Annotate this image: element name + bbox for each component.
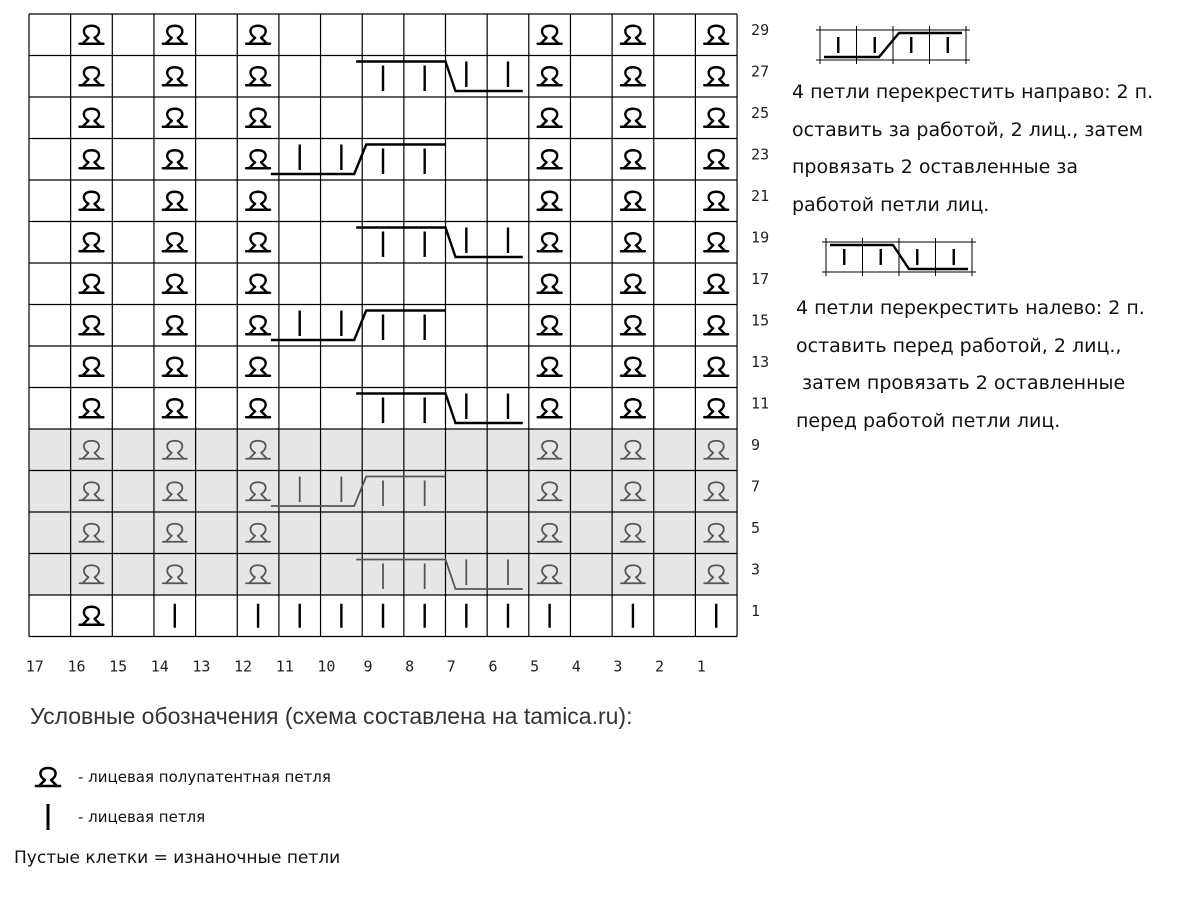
cable-right-key-diagram xyxy=(816,26,970,64)
legend-empty-label: Пустые клетки = изнаночные петли xyxy=(14,848,341,868)
column-number-label: 11 xyxy=(275,657,294,676)
half-brioche-stitch-icon xyxy=(621,316,645,334)
column-number-label: 9 xyxy=(363,657,373,676)
legend-title: Условные обозначения (схема составлена на tamica.ru): xyxy=(30,703,633,729)
half-brioche-stitch-icon xyxy=(163,67,187,85)
row-number-label: 7 xyxy=(751,477,761,496)
cable-left-line: затем провязать 2 оставленные xyxy=(796,372,1126,394)
shaded-row xyxy=(29,512,737,554)
half-brioche-stitch-icon xyxy=(704,150,728,168)
half-brioche-stitch-icon xyxy=(246,192,270,210)
column-number-label: 8 xyxy=(405,657,415,676)
half-brioche-stitch-icon xyxy=(704,67,728,85)
cable-left-key-diagram xyxy=(822,238,976,276)
half-brioche-stitch-icon xyxy=(246,233,270,251)
half-brioche-stitch-icon xyxy=(538,358,562,376)
cable-left-line: перед работой петли лиц. xyxy=(796,409,1061,432)
cable-left-description xyxy=(796,290,1145,440)
half-brioche-stitch-icon xyxy=(163,358,187,376)
cable-right-cross-symbol xyxy=(271,311,446,341)
half-brioche-stitch-icon xyxy=(704,26,728,44)
row-number-label: 3 xyxy=(751,560,761,579)
half-brioche-stitch-icon xyxy=(704,192,728,210)
half-brioche-stitch-icon xyxy=(704,358,728,376)
half-brioche-stitch-icon xyxy=(163,233,187,251)
row-number-label: 29 xyxy=(751,20,770,39)
column-number-label: 5 xyxy=(530,657,540,676)
half-brioche-stitch-icon xyxy=(538,109,562,127)
half-brioche-stitch-icon xyxy=(246,67,270,85)
row-number-label: 21 xyxy=(751,186,770,205)
cable-right-description xyxy=(792,74,1153,224)
half-brioche-stitch-icon xyxy=(79,358,103,376)
cable-left-line: оставить перед работой, 2 лиц., xyxy=(796,334,1122,357)
column-number-label: 10 xyxy=(317,657,336,676)
half-brioche-stitch-icon xyxy=(704,275,728,293)
half-brioche-stitch-icon xyxy=(621,192,645,210)
half-brioche-stitch-icon xyxy=(246,358,270,376)
half-brioche-stitch-icon xyxy=(163,316,187,334)
row-number-label: 5 xyxy=(751,518,761,537)
half-brioche-stitch-icon xyxy=(538,150,562,168)
half-brioche-stitch-icon xyxy=(621,358,645,376)
cable-left-cross-symbol xyxy=(356,228,523,258)
half-brioche-stitch-icon xyxy=(538,399,562,417)
column-number-label: 17 xyxy=(25,657,44,676)
column-number-label: 4 xyxy=(571,657,581,676)
legend-knit-label: - лицевая петля xyxy=(78,808,206,826)
cable-right-line: оставить за работой, 2 лиц., затем xyxy=(792,118,1144,141)
column-number-label: 12 xyxy=(234,657,253,676)
half-brioche-stitch-icon xyxy=(538,192,562,210)
half-brioche-stitch-icon xyxy=(538,316,562,334)
half-brioche-stitch-icon xyxy=(79,67,103,85)
half-brioche-stitch-icon xyxy=(704,316,728,334)
column-number-label: 3 xyxy=(613,657,623,676)
half-brioche-stitch-icon xyxy=(538,67,562,85)
half-brioche-stitch-icon xyxy=(704,233,728,251)
shaded-row xyxy=(29,429,737,471)
half-brioche-stitch-icon xyxy=(79,233,103,251)
cable-left-cross-symbol xyxy=(356,62,523,92)
half-brioche-stitch-icon xyxy=(246,275,270,293)
half-brioche-stitch-icon xyxy=(79,26,103,44)
half-brioche-stitch-icon xyxy=(163,275,187,293)
half-brioche-stitch-icon xyxy=(79,150,103,168)
half-brioche-stitch-icon xyxy=(246,316,270,334)
column-number-label: 6 xyxy=(488,657,498,676)
column-number-label: 15 xyxy=(109,657,128,676)
half-brioche-stitch-icon xyxy=(79,399,103,417)
cable-left-line: 4 петли перекрестить налево: 2 п. xyxy=(796,297,1145,319)
half-brioche-stitch-icon xyxy=(246,26,270,44)
row-number-label: 13 xyxy=(751,352,770,371)
half-brioche-stitch-icon xyxy=(704,109,728,127)
column-number-label: 7 xyxy=(446,657,456,676)
cable-left-cross-symbol xyxy=(356,394,523,424)
row-number-label: 9 xyxy=(751,435,761,454)
row-number-label: 15 xyxy=(751,311,770,330)
cable-right-line: 4 петли перекрестить направо: 2 п. xyxy=(792,81,1154,103)
half-brioche-stitch-icon xyxy=(704,399,728,417)
half-brioche-stitch-icon xyxy=(79,275,103,293)
half-brioche-stitch-icon xyxy=(246,150,270,168)
cable-right-line: провязать 2 оставленные за xyxy=(792,156,1079,178)
half-brioche-stitch-icon xyxy=(79,109,103,127)
column-number-label: 13 xyxy=(192,657,211,676)
column-number-label: 14 xyxy=(150,657,169,676)
row-number-label: 11 xyxy=(751,394,770,413)
half-brioche-stitch-icon xyxy=(163,399,187,417)
half-brioche-stitch-icon xyxy=(621,233,645,251)
half-brioche-stitch-icon xyxy=(621,275,645,293)
row-number-label: 19 xyxy=(751,228,770,247)
row-number-label: 17 xyxy=(751,269,770,288)
half-brioche-stitch-icon xyxy=(163,150,187,168)
half-brioche-stitch-icon xyxy=(246,399,270,417)
half-brioche-stitch-icon xyxy=(246,109,270,127)
row-number-label: 27 xyxy=(751,62,770,81)
half-brioche-stitch-icon xyxy=(163,109,187,127)
half-brioche-stitch-icon xyxy=(621,399,645,417)
half-brioche-stitch-icon xyxy=(621,26,645,44)
half-brioche-stitch-icon xyxy=(163,192,187,210)
row-number-label: 23 xyxy=(751,145,770,164)
half-brioche-legend-icon xyxy=(36,768,60,786)
half-brioche-stitch-icon xyxy=(621,109,645,127)
half-brioche-stitch-icon xyxy=(79,607,103,625)
cable-right-cross-symbol xyxy=(271,145,446,175)
half-brioche-stitch-icon xyxy=(621,150,645,168)
legend-loop-label: - лицевая полупатентная петля xyxy=(78,768,331,786)
column-number-label: 2 xyxy=(655,657,665,676)
half-brioche-stitch-icon xyxy=(538,26,562,44)
row-number-label: 1 xyxy=(751,601,761,620)
column-number-label: 16 xyxy=(67,657,86,676)
half-brioche-stitch-icon xyxy=(79,192,103,210)
half-brioche-stitch-icon xyxy=(621,67,645,85)
half-brioche-stitch-icon xyxy=(79,316,103,334)
half-brioche-stitch-icon xyxy=(163,26,187,44)
cable-right-line: работой петли лиц. xyxy=(792,193,990,216)
half-brioche-stitch-icon xyxy=(538,275,562,293)
row-number-label: 25 xyxy=(751,103,770,122)
column-number-label: 1 xyxy=(696,657,706,676)
half-brioche-stitch-icon xyxy=(538,233,562,251)
